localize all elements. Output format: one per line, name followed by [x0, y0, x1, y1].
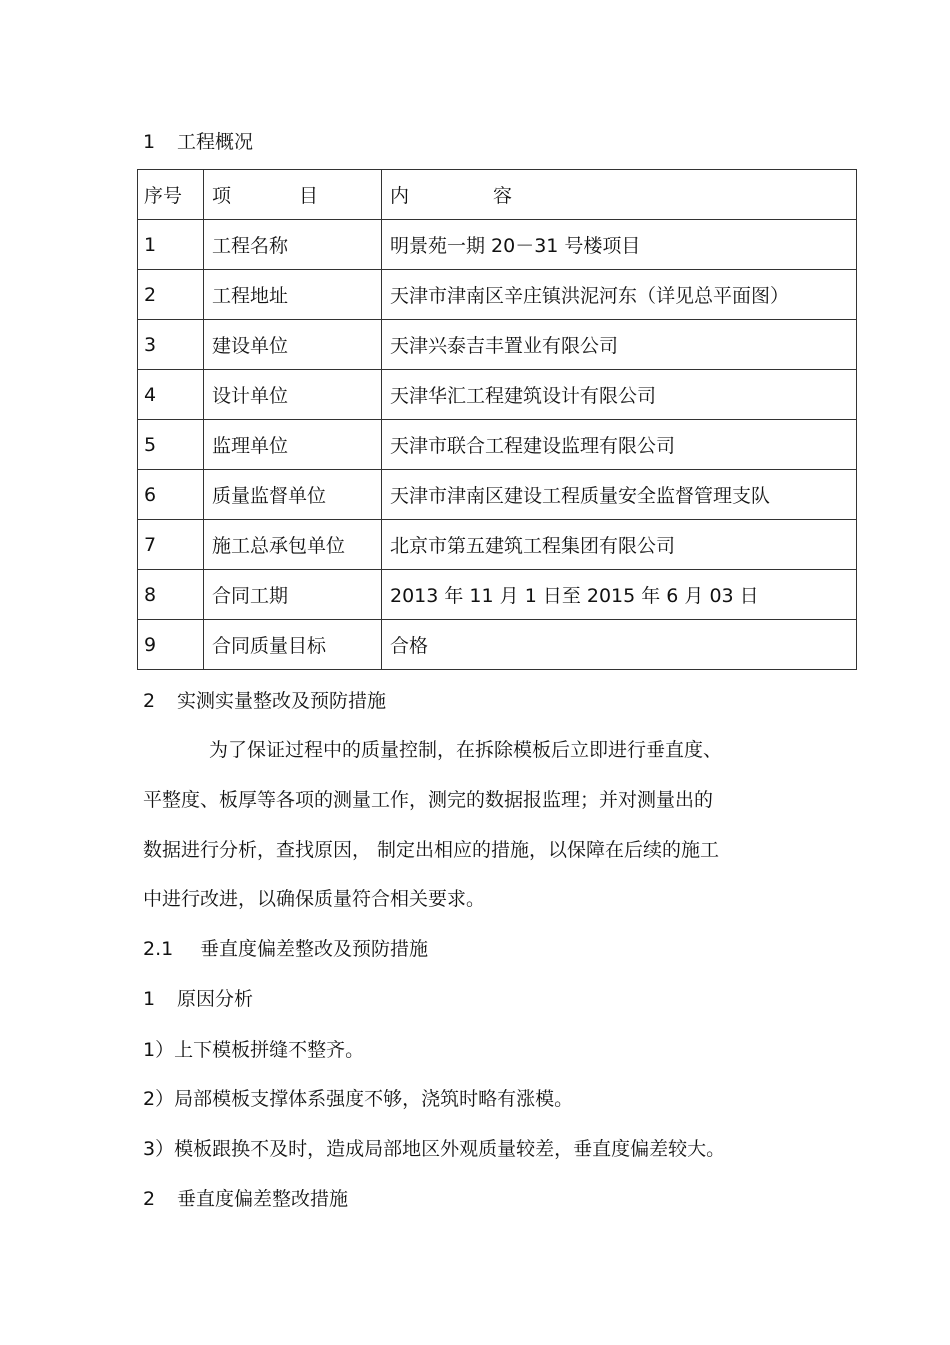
subsection-number: 2 — [143, 1188, 156, 1210]
row-number: 3 — [138, 320, 204, 370]
table-row — [138, 620, 857, 670]
row-content: 天津市联合工程建设监理有限公司 — [382, 420, 857, 470]
paragraph-line: 平整度、板厚等各项的测量工作，测完的数据报监理；并对测量出的 — [143, 789, 714, 811]
section-title: 垂直度偏差整改及预防措施 — [200, 938, 429, 960]
table-row — [138, 570, 857, 620]
cause-item: 3）模板跟换不及时，造成局部地区外观质量较差，垂直度偏差较大。 — [143, 1138, 726, 1160]
row-item: 工程名称 — [204, 220, 382, 270]
project-overview-table — [137, 169, 857, 670]
table-header-row — [138, 170, 857, 220]
row-number: 5 — [138, 420, 204, 470]
section-title: 工程概况 — [177, 131, 254, 153]
table-row — [138, 470, 857, 520]
table-row — [138, 270, 857, 320]
subsection-title: 原因分析 — [177, 988, 254, 1010]
section-2-1-heading — [143, 937, 428, 961]
row-content: 天津市津南区辛庄镇洪泥河东（详见总平面图） — [382, 270, 857, 320]
row-number: 9 — [138, 620, 204, 670]
header-item-char-2: 目 — [299, 185, 319, 207]
header-serial: 序号 — [138, 170, 204, 220]
row-number: 4 — [138, 370, 204, 420]
cause-item: 2）局部模板支撑体系强度不够，浇筑时略有涨模。 — [143, 1088, 574, 1110]
row-number: 8 — [138, 570, 204, 620]
section-title: 实测实量整改及预防措施 — [177, 690, 387, 712]
header-item — [204, 170, 382, 220]
paragraph-line: 为了保证过程中的质量控制，在拆除模板后立即进行垂直度、 — [209, 739, 723, 761]
row-content: 北京市第五建筑工程集团有限公司 — [382, 520, 857, 570]
section-number: 2.1 — [143, 938, 174, 960]
cause-item: 1）上下模板拼缝不整齐。 — [143, 1039, 365, 1061]
row-content: 天津市津南区建设工程质量安全监督管理支队 — [382, 470, 857, 520]
row-number: 7 — [138, 520, 204, 570]
header-content — [382, 170, 857, 220]
row-content: 天津兴泰吉丰置业有限公司 — [382, 320, 857, 370]
table-row — [138, 370, 857, 420]
table-row — [138, 520, 857, 570]
subsection-number: 1 — [143, 988, 156, 1010]
header-item-char-1: 项 — [212, 185, 232, 207]
row-content: 天津华汇工程建筑设计有限公司 — [382, 370, 857, 420]
row-content: 合格 — [382, 620, 857, 670]
measures-heading — [143, 1187, 348, 1211]
row-item: 建设单位 — [204, 320, 382, 370]
row-item: 设计单位 — [204, 370, 382, 420]
row-number: 6 — [138, 470, 204, 520]
table-row — [138, 220, 857, 270]
row-number: 1 — [138, 220, 204, 270]
paragraph-line: 数据进行分析，查找原因， 制定出相应的措施，以保障在后续的施工 — [143, 839, 720, 861]
section-number: 1 — [143, 131, 156, 153]
section-1-heading — [143, 130, 253, 154]
header-content-char-1: 内 — [390, 185, 410, 207]
section-number: 2 — [143, 690, 156, 712]
header-content-char-2: 容 — [493, 185, 513, 207]
row-item: 施工总承包单位 — [204, 520, 382, 570]
cause-analysis-heading — [143, 987, 253, 1011]
row-item: 质量监督单位 — [204, 470, 382, 520]
row-item: 监理单位 — [204, 420, 382, 470]
section-2-heading — [143, 689, 386, 713]
subsection-title: 垂直度偏差整改措施 — [177, 1188, 349, 1210]
row-item: 合同工期 — [204, 570, 382, 620]
row-number: 2 — [138, 270, 204, 320]
row-content: 2013 年 11 月 1 日至 2015 年 6 月 03 日 — [382, 570, 857, 620]
row-item: 合同质量目标 — [204, 620, 382, 670]
row-item: 工程地址 — [204, 270, 382, 320]
table-row — [138, 420, 857, 470]
table-row — [138, 320, 857, 370]
paragraph-line: 中进行改进，以确保质量符合相关要求。 — [143, 888, 486, 910]
row-content: 明景苑一期 20－31 号楼项目 — [382, 220, 857, 270]
